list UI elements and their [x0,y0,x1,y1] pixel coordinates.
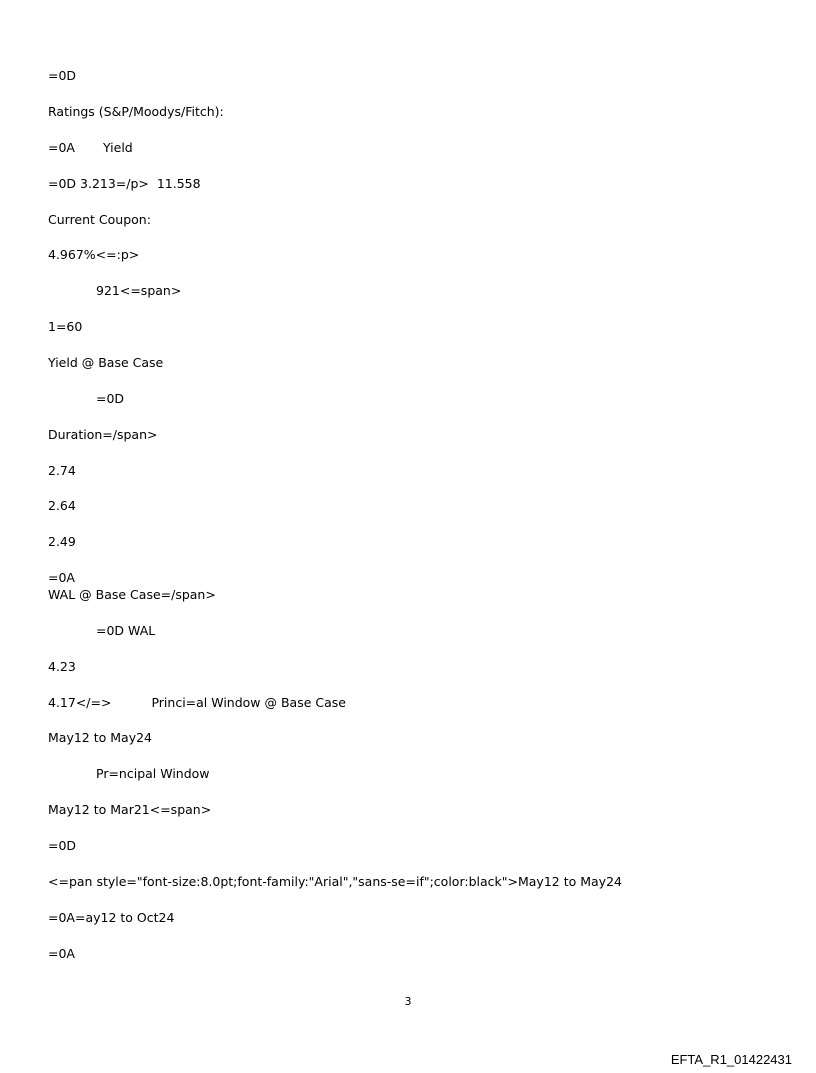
text-line: 1=60 [48,319,83,334]
text-segment: Yield [102,140,133,155]
text-line: 2.49 [48,534,76,549]
text-line: Current Coupon: [48,212,151,227]
text-line: 921<=span> [96,283,182,298]
text-line: =0D [96,391,125,406]
text-line: 2.74 [48,463,76,478]
text-line: 2.64 [48,498,76,513]
text-line: Pr=ncipal Window [96,766,210,781]
text-line: Yield @ Base Case [48,355,164,370]
page-number: 3 [404,995,412,1008]
document-id: EFTA_R1_01422431 [670,1052,792,1067]
text-line: =0A [48,946,75,961]
text-line: =0A=ay12 to Oct24 [48,910,175,925]
text-line: 4.967%<=:p> [48,247,140,262]
text-segment: =0A [48,140,75,155]
text-line: May12 to May24 [48,730,152,745]
text-line: WAL @ Base Case=/span> [48,587,216,602]
text-line: 4.23 [48,659,76,674]
text-line: Ratings (S&P/Moodys/Fitch): [48,104,224,119]
text-segment: 4.17</=> [48,695,112,710]
text-line: <=pan style="font-size:8.0pt;font-family:"Arial","sans-se=if";color:black">May12 to May24 [48,874,622,889]
text-line [48,695,346,710]
text-line: =0D WAL [96,623,156,638]
text-line: Duration=/span> [48,427,158,442]
text-line: =0D [48,838,77,853]
text-segment: Princi=al Window @ Base Case [151,695,346,710]
text-line [48,140,133,155]
text-line: May12 to Mar21<=span> [48,802,212,817]
text-line: =0D [48,68,77,83]
text-line: =0D 3.213=/p> 11.558 [48,176,201,191]
text-line: =0A [48,570,75,585]
